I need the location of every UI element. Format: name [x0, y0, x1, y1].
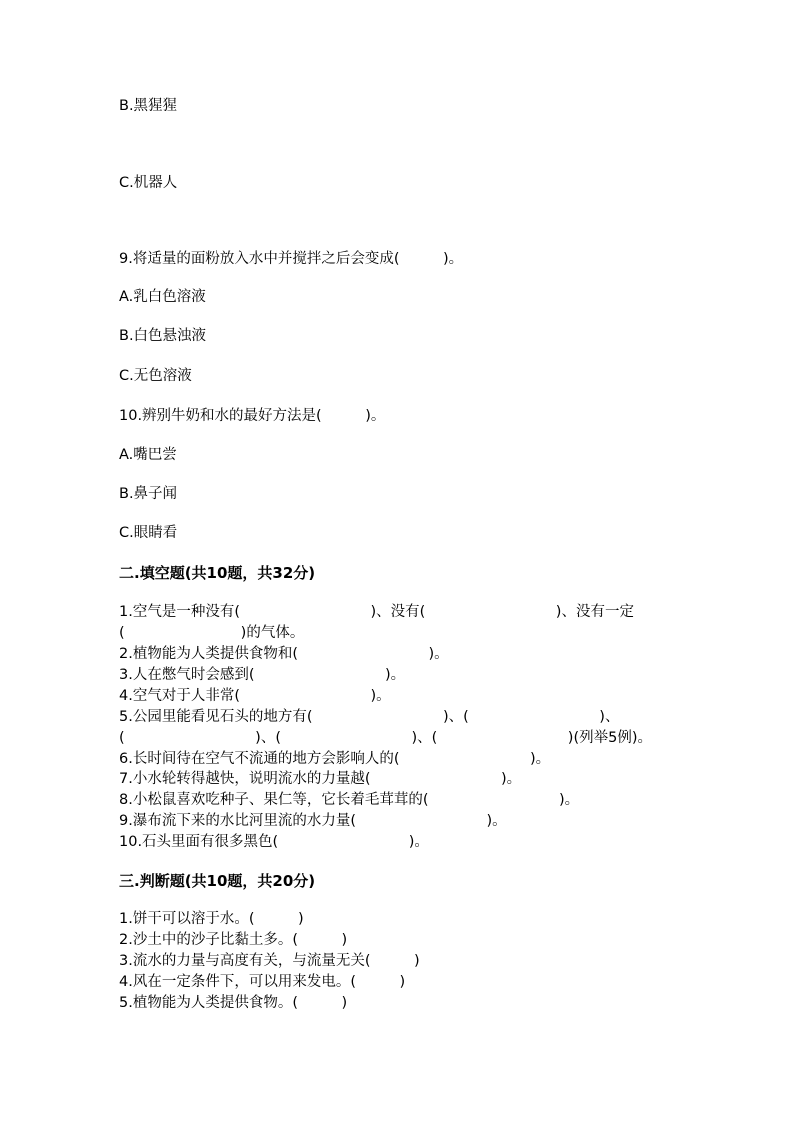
fill-line: 7.小水轮转得越快，说明流水的力量越( )。 — [119, 771, 522, 787]
fill-line: 2.植物能为人类提供食物和( )。 — [119, 646, 449, 662]
q9-option-b: B.白色悬浊液 — [119, 328, 207, 344]
judge-line: 4.风在一定条件下，可以用来发电。( ) — [119, 974, 406, 990]
q9-stem: 9.将适量的面粉放入水中并搅拌之后会变成( )。 — [119, 251, 464, 267]
fill-line: 3.人在憋气时会感到( )。 — [119, 667, 406, 683]
q9-option-a: A.乳白色溶液 — [119, 289, 206, 305]
judge-line: 3.流水的力量与高度有关，与流量无关( ) — [119, 953, 420, 969]
q10-option-c: C.眼睛看 — [119, 525, 178, 541]
fill-line: 9.瀑布流下来的水比河里流的水力量( )。 — [119, 813, 507, 829]
judge-line: 5.植物能为人类提供食物。( ) — [119, 995, 348, 1011]
fill-line: 5.公园里能看见石头的地方有( )、( )、 — [119, 709, 620, 725]
judge-section-heading: 三.判断题(共10题，共20分) — [119, 872, 316, 890]
q10-stem: 10.辨别牛奶和水的最好方法是( )。 — [119, 408, 386, 424]
fill-line: ( )、( )、( )(列举5例)。 — [119, 730, 652, 746]
fill-line: 6.长时间待在空气不流通的地方会影响人的( )。 — [119, 751, 551, 767]
q10-option-b: B.鼻子闻 — [119, 486, 178, 502]
fill-line: 8.小松鼠喜欢吃种子、果仁等，它长着毛茸茸的( )。 — [119, 792, 580, 808]
fill-line: 4.空气对于人非常( )。 — [119, 688, 391, 704]
fill-line: 1.空气是一种没有( )、没有( )、没有一定 — [119, 604, 634, 620]
fill-section-heading: 二.填空题(共10题，共32分) — [119, 564, 316, 582]
judge-line: 1.饼干可以溶于水。( ) — [119, 911, 304, 927]
q10-option-a: A.嘴巴尝 — [119, 447, 177, 463]
fill-line: 10.石头里面有很多黑色( )。 — [119, 834, 429, 850]
judge-line: 2.沙土中的沙子比黏土多。( ) — [119, 932, 348, 948]
q8-option-b: B.黑猩猩 — [119, 98, 178, 114]
q9-option-c: C.无色溶液 — [119, 368, 192, 384]
q8-option-c: C.机器人 — [119, 175, 178, 191]
fill-line: ( )的气体。 — [119, 625, 305, 641]
